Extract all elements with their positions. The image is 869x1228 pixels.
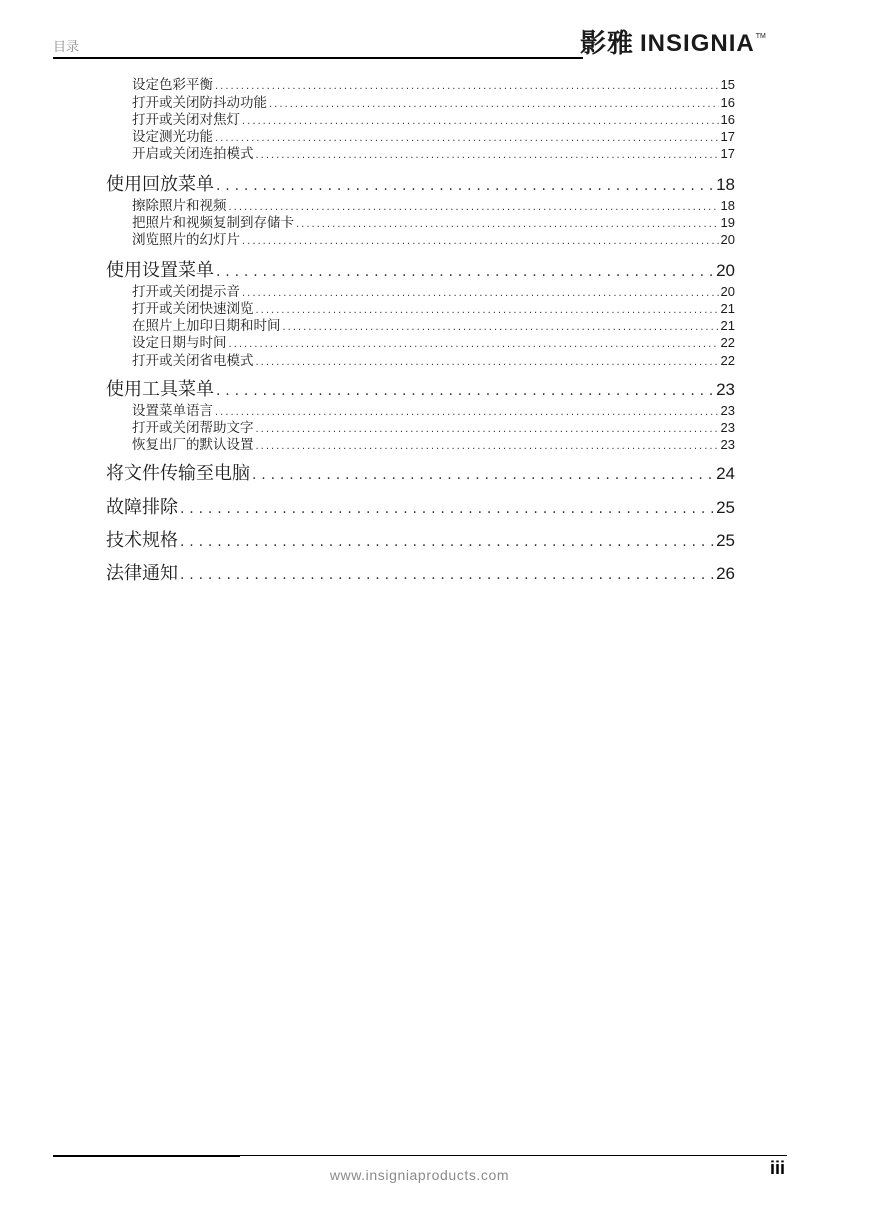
toc-chapter-entry[interactable] (106, 462, 735, 486)
toc-entry-page: 23 (720, 437, 735, 452)
trademark-mark: TM (755, 33, 766, 40)
toc-entry-title: 打开或关闭防抖动功能 (132, 95, 267, 111)
toc-entry-page: 22 (720, 353, 735, 368)
footer-rule-thin (240, 1155, 787, 1156)
toc-chapter-entry[interactable] (106, 378, 735, 402)
page-number: iii (770, 1158, 786, 1178)
toc-entry-page: 18 (716, 175, 735, 194)
toc-entry-title: 开启或关闭连拍模式 (132, 146, 254, 162)
toc-entry-page: 20 (720, 232, 735, 247)
dot-leader (180, 530, 714, 554)
toc-section-entry[interactable] (132, 334, 735, 351)
dot-leader (229, 336, 719, 353)
toc-section-entry[interactable] (132, 402, 735, 419)
footer-rule-thick (53, 1155, 240, 1157)
toc-entry-page: 16 (720, 112, 735, 127)
toc-section-entry[interactable] (132, 300, 735, 317)
toc-entry-title: 设定测光功能 (132, 129, 213, 145)
toc-entry-page: 19 (720, 215, 735, 230)
toc-chapter-entry[interactable] (106, 562, 735, 586)
toc-section-entry[interactable] (132, 352, 735, 369)
toc-entry-title: 打开或关闭帮助文字 (132, 420, 254, 436)
dot-leader (216, 379, 714, 403)
toc-entry-page: 25 (716, 531, 735, 550)
dot-leader (256, 438, 719, 455)
toc-entry-title: 设置菜单语言 (132, 403, 213, 419)
toc-entry-page: 16 (720, 95, 735, 110)
toc-entry-page: 23 (716, 380, 735, 399)
toc-entry-title: 技术规格 (106, 530, 178, 551)
toc-entry-title: 打开或关闭提示音 (132, 284, 240, 300)
toc-entry-page: 17 (720, 146, 735, 161)
toc-entry-title: 将文件传输至电脑 (106, 463, 250, 484)
footer-url: www.insigniaproducts.com (329, 1167, 510, 1183)
toc-entry-title: 打开或关闭对焦灯 (132, 112, 240, 128)
toc-entry-title: 使用设置菜单 (106, 260, 214, 281)
toc-entry-title: 把照片和视频复制到存储卡 (132, 215, 294, 231)
toc-section-entry[interactable] (132, 94, 735, 111)
toc-section-entry[interactable] (132, 317, 735, 334)
toc-entry-title: 设定日期与时间 (132, 335, 227, 351)
toc-section-entry[interactable] (132, 111, 735, 128)
toc-section-entry[interactable] (132, 76, 735, 93)
toc-section-entry[interactable] (132, 214, 735, 231)
toc-entry-page: 20 (720, 284, 735, 299)
toc-section-entry[interactable] (132, 419, 735, 436)
toc-entry-title: 恢复出厂的默认设置 (132, 437, 254, 453)
brand-chinese-name: 影雅 (580, 29, 635, 59)
toc-entry-page: 23 (720, 403, 735, 418)
dot-leader (216, 174, 714, 198)
dot-leader (256, 354, 719, 371)
dot-leader (180, 563, 714, 587)
toc-entry-title: 使用工具菜单 (106, 379, 214, 400)
toc-entry-title: 法律通知 (106, 563, 178, 584)
toc-entry-title: 打开或关闭省电模式 (132, 353, 254, 369)
dot-leader (242, 233, 719, 250)
toc-chapter-entry[interactable] (106, 529, 735, 553)
toc-entry-page: 18 (720, 198, 735, 213)
toc-entry-title: 在照片上加印日期和时间 (132, 318, 281, 334)
toc-entry-page: 15 (720, 77, 735, 92)
dot-leader (215, 78, 719, 95)
toc-entry-page: 21 (720, 301, 735, 316)
toc-entry-page: 26 (716, 564, 735, 583)
toc-entry-page: 20 (716, 261, 735, 280)
toc-section-entry[interactable] (132, 128, 735, 145)
toc-entry-page: 25 (716, 498, 735, 517)
toc-entry-title: 设定色彩平衡 (132, 77, 213, 93)
toc-section-entry[interactable] (132, 283, 735, 300)
toc-entry-page: 17 (720, 129, 735, 144)
toc-entry-title: 使用回放菜单 (106, 174, 214, 195)
toc-entry-title: 擦除照片和视频 (132, 198, 227, 214)
toc-chapter-entry[interactable] (106, 496, 735, 520)
toc-entry-title: 故障排除 (106, 497, 178, 518)
toc-chapter-entry[interactable] (106, 173, 735, 197)
toc-entry-title: 打开或关闭快速浏览 (132, 301, 254, 317)
dot-leader (216, 260, 714, 284)
toc-entry-title: 浏览照片的幻灯片 (132, 232, 240, 248)
dot-leader (252, 463, 714, 487)
toc-section-entry[interactable] (132, 231, 735, 248)
toc-entry-page: 22 (720, 335, 735, 350)
toc-section-entry[interactable] (132, 436, 735, 453)
toc-entry-page: 24 (716, 464, 735, 483)
toc-chapter-entry[interactable] (106, 259, 735, 283)
toc-section-entry[interactable] (132, 145, 735, 162)
brand-logo (580, 28, 766, 60)
dot-leader (180, 497, 714, 521)
section-label: 目录 (53, 40, 80, 55)
dot-leader (256, 147, 719, 164)
toc-section-entry[interactable] (132, 197, 735, 214)
toc-entry-page: 23 (720, 420, 735, 435)
header-rule (53, 57, 583, 59)
toc-entry-page: 21 (720, 318, 735, 333)
brand-english-name: INSIGNIA (640, 30, 755, 57)
